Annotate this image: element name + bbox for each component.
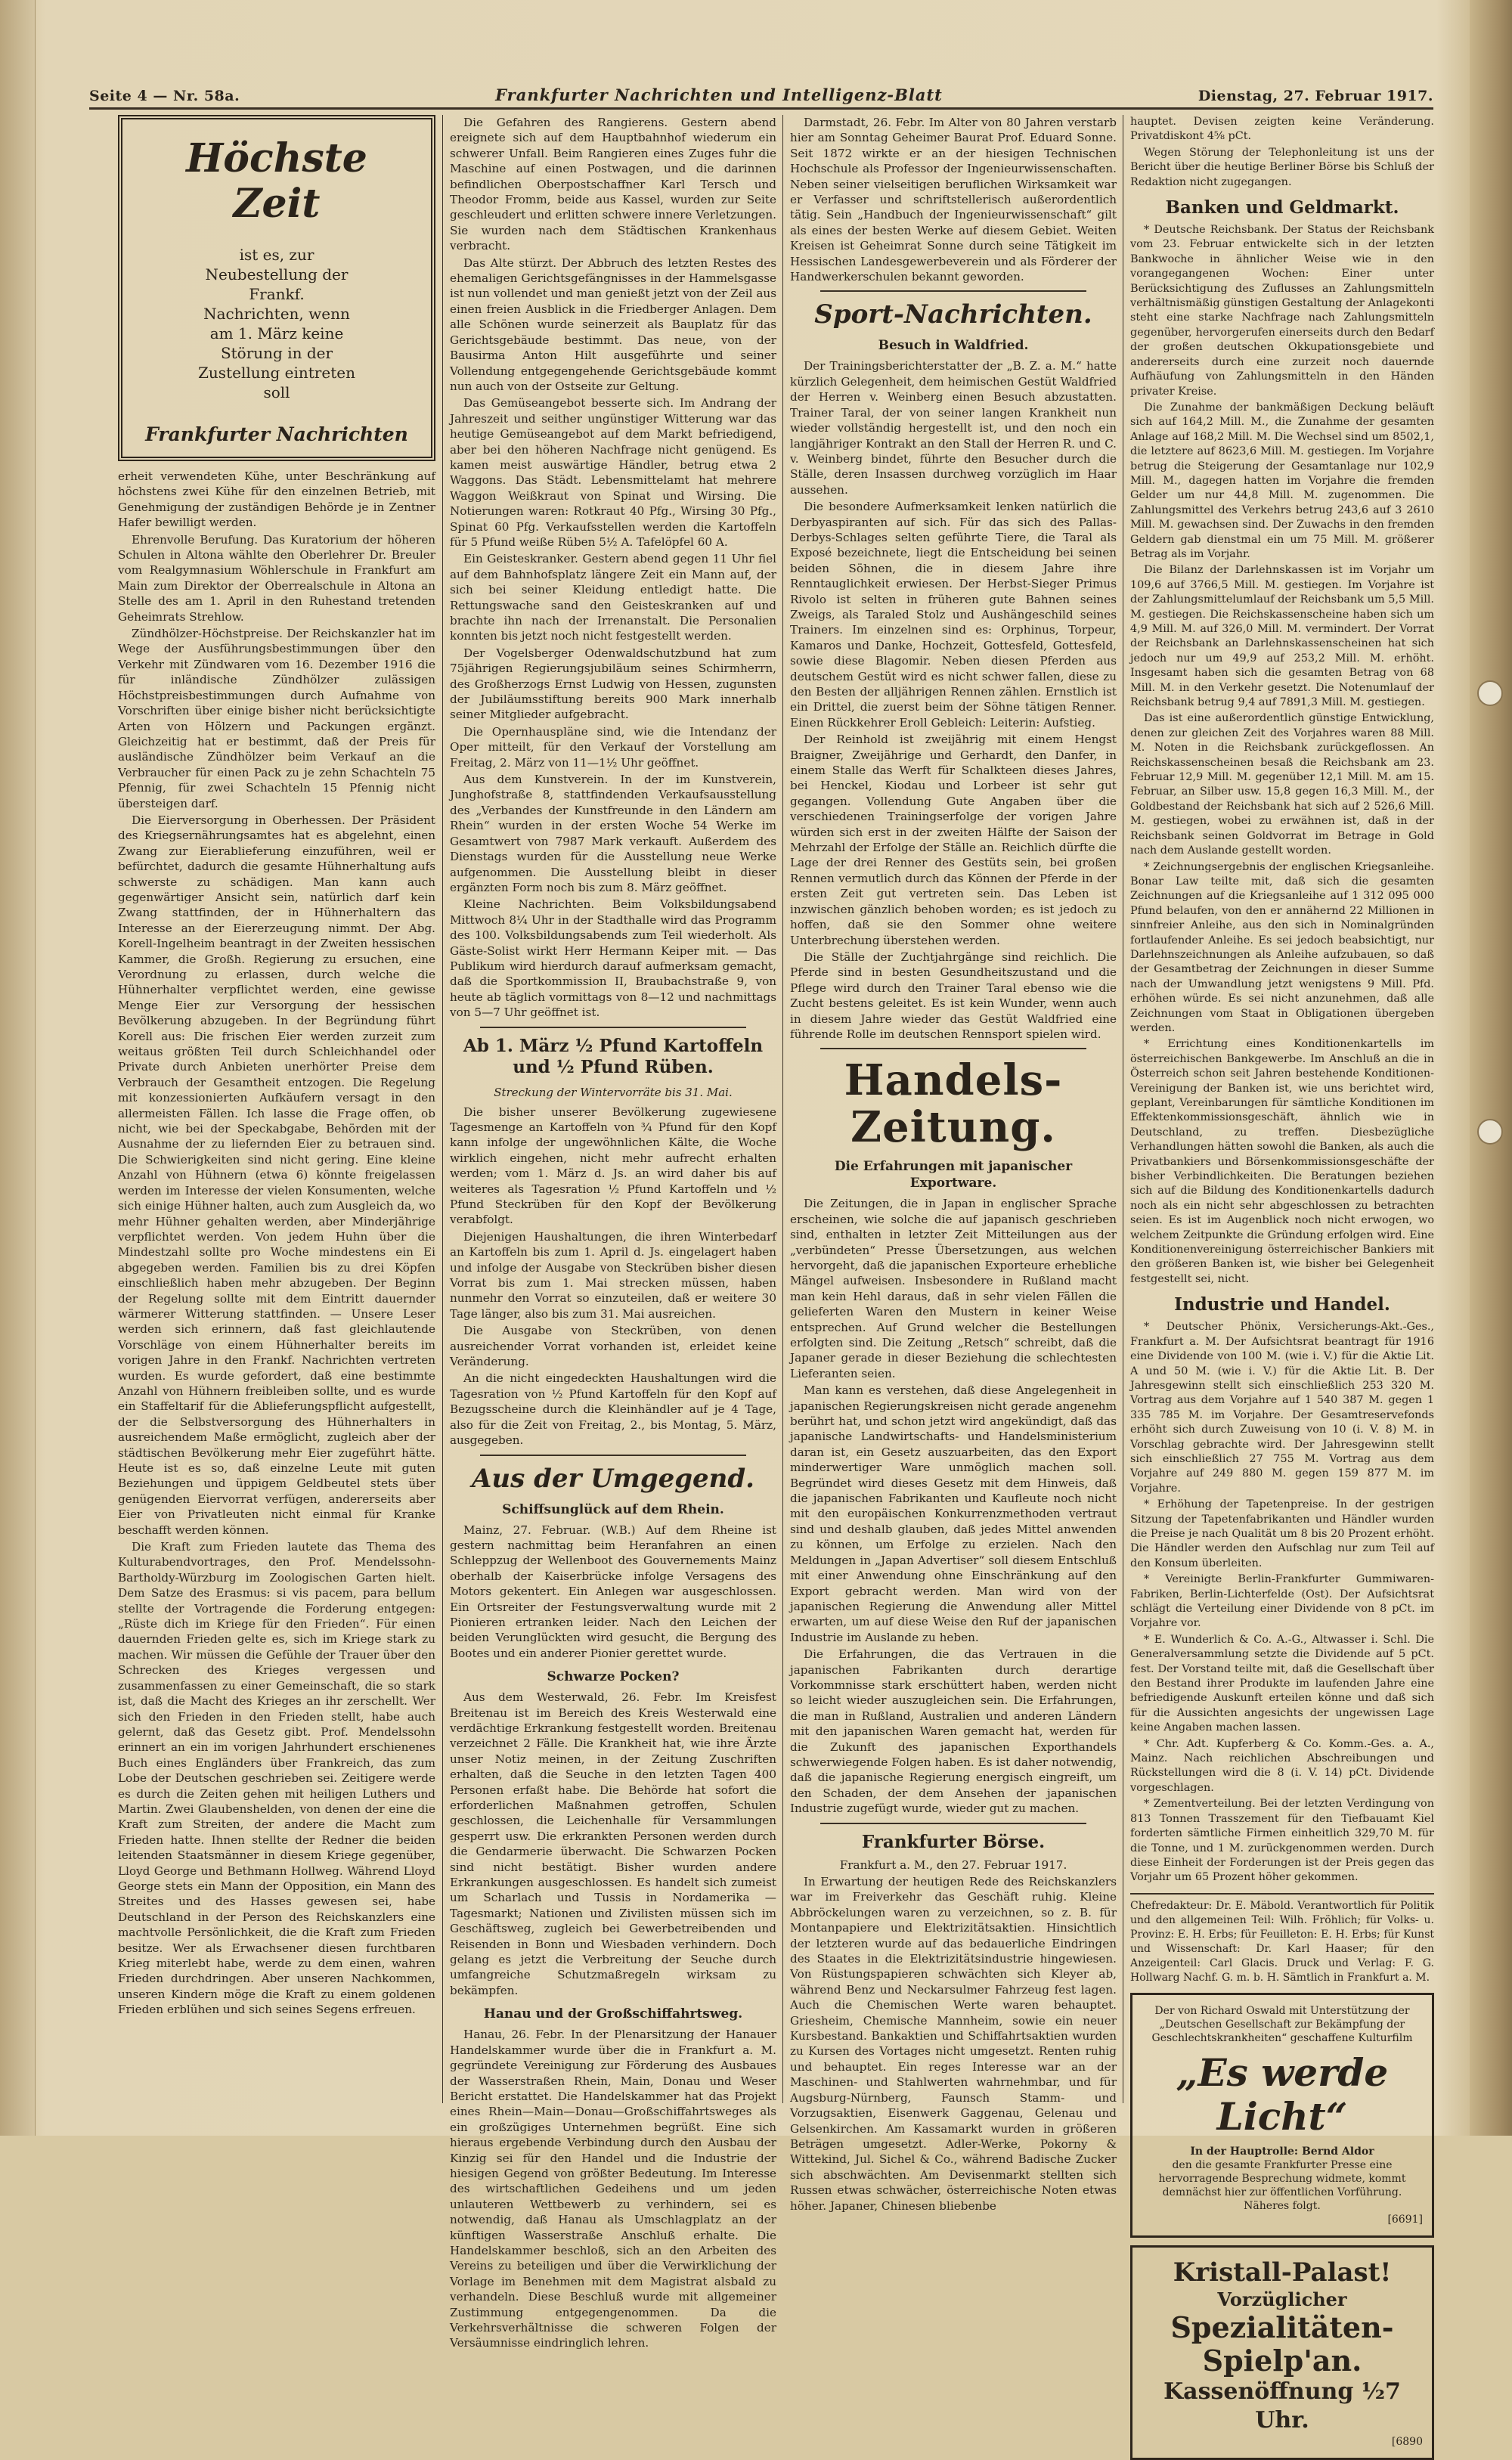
- ad-film-title: „Es werde Licht“: [1176, 2049, 1389, 2139]
- article-paragraph: Das Alte stürzt. Der Abbruch des letzten Restes des ehemaligen Gerichtsgefängnisses in der Hammelsgasse ist nun vollendet und man genießt jetzt von der Zeil aus einen freien Ausblick in die Friedberger Anlagen. Dem alle Schönen wurde seinerzeit als Bauplatz für das Gerichtsgebäude bestimmt. Das neue, von der Bausirma Anton Hilt ausgeführte und seiner Vollendung entgegengehende Gerichtsgebäude kommt nun auch von der Ostseite zur Geltung.: [450, 256, 776, 393]
- article-paragraph: hauptet. Devisen zeigten keine Veränderung. Privatdiskont 4⅝ pCt.: [1130, 116, 1434, 143]
- column-4: [1130, 115, 1434, 2448]
- page-edge: [1470, 0, 1512, 2136]
- notice-title: Höchste Zeit: [186, 135, 367, 227]
- article-paragraph: Der Reinhold ist zweijährig mit einem Hengst Braigner, Zweijährige und Gerhardt, den Danfer, in einem Stalle das Werft für Schalkteen dieses Jahres, bei Henckel, Kiodau und Lorbeer ist sehr gut gegangen. Vollendung Gute Angaben über die verschiedenen Trainingserfolge der vorigen Jahre würden sich erst in der zweiten Hälfte der Saison der Mehrzahl der Erfolge der Ställe an. Reichlich dürfte die Lage der drei Renner des Gestüts sein, bei großen Rennen vermutlich durch das Können der Pferde in der ersten Zeit gut vertreten sein. Das Leben ist inzwischen gänzlich behoben worden; es ist jedoch zu hoffen, daß sie den Sommer ohne weitere Unterbrechung überstehen werden.: [790, 733, 1117, 947]
- article-paragraph: * Chr. Adt. Kupferberg & Co. Komm.-Ges. a. A., Mainz. Nach reichlichen Abschreibungen und Rückstellungen wird die 8 (i. V. 14) pCt. Dividende vorgeschlagen.: [1130, 1737, 1434, 1794]
- subscription-notice: [118, 115, 435, 461]
- article-paragraph: * Zementverteilung. Bei der letzten Verdingung von 813 Tonnen Trasszement für den Tiefbauamt Kiel forderten sämtliche Firmen einheitlich 329,70 M. für die Tonne, und 1 M. zurückgenommen werden. Durch diese Einheit der Forderungen ist der Preis gegen das Vorjahr um 65 Prozent höher gekommen.: [1130, 1798, 1434, 1884]
- article-paragraph: Der Trainingsberichterstatter der „B. Z. a. M.“ hatte kürzlich Gelegenheit, dem heimischen Gestüt Waldfried der Herren v. Weinberg einen Besuch abzustatten. Trainer Taral, der von seiner langen Krankheit nun wieder vollständig hergestellt ist, und den noch ein langjähriger Kontrakt an den Stall der Herren R. und C. v. Weinberg bindet, führte den Besucher durch die Ställe, deren Insassen durchweg vorzüglich im Haar aussehen.: [790, 359, 1117, 497]
- article-paragraph: Die Zunahme der bankmäßigen Deckung beläuft sich auf 164,2 Mill. M., die Zunahme der gesamten Anlage auf 168,2 Mill. M. Die Wechsel sind um 8502,1, die letztere auf 8623,6 Mill. M. gestiegen. Im Vorjahre betrug die Steigerung der Gesamtanlage nur 102,9 Mill. M., dagegen hatten im Vorjahre die fremden Gelder um nur 44,8 Mill. M. zugenommen. Die Zahlungsmittel des Verkehrs betrug 243,6 auf 3 2610 Mill. M. gewachsen sind. Der Zuwachs in den fremden Geldern gab dienstmal ein um 75 Mill. M. größerer Betrag als im Vorjahr.: [1130, 401, 1434, 560]
- section-divider: [820, 290, 1086, 292]
- article-paragraph: * Erhöhung der Tapetenpreise. In der gestrigen Sitzung der Tapetenfabrikanten und Händler wurden die Preise je nach Qualität um 8 bis 20 Prozent erhöht. Die Händler werden den Aufschlag nur zum Teil auf den Konsum überleiten.: [1130, 1498, 1434, 1569]
- headline-smallpox: Schwarze Pocken?: [547, 1669, 680, 1685]
- ad-body: den die gesamte Frankfurter Presse eine hervorragende Besprechung widmete, kommt demnächst hier zur öffentlichen Vorführung. Näheres folgt.: [1158, 2158, 1406, 2212]
- article-paragraph: erheit verwendeten Kühe, unter Beschränkung auf höchstens zwei Kühe für den einzelnen Betrieb, mit Genehmigung der zuständigen Behörde je in Zentner Hafer bewilligt werden.: [118, 469, 435, 530]
- ad-code: [6890: [1391, 2435, 1423, 2448]
- article-paragraph: Das ist eine außerordentlich günstige Entwicklung, denen zur gleichen Zeit des Vorjahres waren 88 Mill. M. Noten in die Reichsbank zurückgeflossen. An Reichskassenscheinen besaß die Reichsbank am 23. Februar 12,9 Mill. M. gegenüber 12,1 Mill. M. am 15. Februar, an Silber usw. 15,8 gegen 16,3 Mill. M., der Goldbestand der Reichsbank hat sich auf 2 526,6 Mill. M. gestiegen, wobei zu erwähnen ist, daß in der Reichsbank seinen Goldvorrat im Betrage in Gold nach dem Auslande gestellt worden.: [1130, 712, 1434, 857]
- article-paragraph: * E. Wunderlich & Co. A.-G., Altwasser i. Schl. Die Generalversammlung setzte die Dividende auf 5 pCt. fest. Der Vorstand teilte mit, daß die Gesellschaft über den Bestand ihrer Produkte im laufenden Jahre eine befriedigende Auskunft erteilen könne und daß sich für die Aussichten angesichts der ungewissen Lage keine Angaben machen lassen.: [1130, 1633, 1434, 1734]
- imprint: Chefredakteur: Dr. E. Mäbold. Verantwortlich für Politik und den allgemeinen Teil: Wilh. Fröhlich; für Volks- u. Provinz: E. H. Erbs; für Feuilleton: E. H. Erbs; für Kunst und Wissenschaft: Dr. Karl Haaser; für den Anzeigenteil: Carl Glacis. Druck und Verlag: F. G. Hollwarg Nachf. G. m. b. H. Sämtlich in Frankfurt a. M.: [1130, 1893, 1434, 1985]
- masthead: [89, 79, 1433, 104]
- theater-advertisement: [1130, 2245, 1434, 2460]
- article-paragraph: Ein Geisteskranker. Gestern abend gegen 11 Uhr fiel auf dem Bahnhofsplatz längere Zeit ein Mann auf, der sich bei seiner Kleidung entledigt hatte. Die Rettungswache sand den Geisteskranken auf und brachte ihn nach der Irrenanstalt. Die Personalien konnten bis jetzt noch nicht festgestellt werden.: [450, 552, 776, 643]
- exchange-dateline: Frankfurt a. M., den 27. Februar 1917.: [839, 1857, 1067, 1872]
- article-paragraph: Aus dem Kunstverein. In der im Kunstverein, Junghofstraße 8, stattfindenden Verkaufsausstellung des „Verbandes der Kunstfreunde in den Ländern am Rhein“ wurden in der ersten Woche 54 Werke im Gesamtwert von 7987 Mark verkauft. Außerdem des Dienstags wurden für die Ausstellung neue Werke aufgenommen. Die Ausstellung bleibt in dieser ergänzten Form noch bis zum 8. März geöffnet.: [450, 773, 776, 894]
- ad-opening-time: Kassenöffnung ½7 Uhr.: [1163, 2378, 1401, 2434]
- subheadline-potatoes: Streckung der Wintervorräte bis 31. Mai.: [494, 1085, 733, 1099]
- article-paragraph: Die Eierversorgung in Oberhessen. Der Präsident des Kriegsernährungsamtes hat es abgelehnt, einen Zwang zur Eierablieferung einzuführen, weil er befürchtet, dadurch die gesamte Hühnerhaltung aufs schwerste zu schädigen. Man kann auch gegenwärtiger Ansicht sein, natürlich darf kein Zwang stattfinden, der in Hühnerhaltern das Interesse an der Eiererzeugung nimmt. Der Abg. Korell-Ingelheim beantragt in der Zweiten hessischen Kammer, die Großh. Regierung zu ersuchen, eine Verordnung zu erlassen, durch welche die Hühnerhalter verpflichtet werden, eine gewisse Menge Eier zur Versorgung der hessischen Bevölkerung abzugeben. In der Begründung führt Korell aus: Die frischen Eier werden zurzeit zum weitaus größten Teil durch Schleichhandel oder Private durch Anbieten unerhörter Preise dem Verbrauch der Gesamtheit entzogen. Die Regelung mit konzessionierten Aufkäufern versagt in den allermeisten Fällen. Ich lasse die Frage offen, ob nicht, wie bei der Speckabgabe, Behörden mit der Ausnahme der zu liefernden Eier zu betrauen sind. Die Schwierigkeiten sind nicht gering. Eine kleine Anzahl von Hühnern (etwa 6) könnte freigelassen werden im Interesse der vielen Konsumenten, welche sich einige Hühner halten, auch zum Ausgleich da, wo mehr Hühner gehalten werden, aber Minderjährige verpflichtet werden. Von jedem Huhn über die Mindestzahl sollte pro Woche mindestens ein Ei abgegeben werden. Familien bis zu drei Köpfen einschließlich haben mehr abzugeben. Der Beginn der Regelung sollte mit dem Eintritt dauernder wärmerer Witterung stattfinden. — Unsere Leser werden sich erinnern, daß fast gleichlautende Vorschläge von einem Hühnerhalter bereits im vorigen Jahre in den Frankf. Nachrichten vertreten wurden. Es wurde gefordert, daß eine bestimmte Anzahl von Hühnern freibleiben sollte, und es wurde ein Staffeltarif für die Ablieferungspflicht aufgestellt, der die Selbstversorgung des Hühnerhalters in ausreichendem Maße ermöglicht, zugleich aber der städtischen Bevölkerung mehr Eier zugeführt hätte. Heute ist es so, daß einzelne Leute mit guten Beziehungen und üppigem Geldbeutel stets über genügenden Eiervorrat verfügen, andererseits aber Eier von Privatleuten nicht einmal für Kranke beschafft werden können.: [118, 813, 435, 1537]
- article-paragraph: * Vereinigte Berlin-Frankfurter Gummiwaren-Fabriken, Berlin-Lichterfelde (Ost). Der Aufsichtsrat schlägt die Verteilung einer Dividende von 8 pCt. im Vorjahre vor.: [1130, 1573, 1434, 1630]
- column-3: [790, 115, 1117, 2213]
- column-rule: [442, 115, 443, 2103]
- article-paragraph: * Deutscher Phönix, Versicherungs-Akt.-Ges., Frankfurt a. M. Der Aufsichtsrat beantragt für 1916 eine Dividende von 100 M. (wie i. V.) für die Aktie Lit. A und 50 M. (wie i. V.) für die Aktie Lit. B. Der Jahresgewinn stellt sich einschließlich 253 320 M. Vortrag aus dem Vorjahre auf 1 540 387 M. gegen 1 335 785 M. im Vorjahre. Der Gesamtreservefonds erhöht sich durch Zuweisung von 10 (i. V. 8) M. in Vorschlag gebrachte wird. Der Jahresgewinn stellt sich einschließlich 27 755 M. Vortrag aus dem Vorjahre auf 249 880 M. gegen 159 877 M. im Vorjahre.: [1130, 1321, 1434, 1495]
- section-title-region: Aus der Umgegend.: [472, 1463, 754, 1494]
- notice-signature: Frankfurter Nachrichten: [145, 423, 408, 445]
- article-paragraph: Zündhölzer-Höchstpreise. Der Reichskanzler hat im Wege der Ausführungsbestimmungen über den Verkehr mit Zündwaren vom 16. Dezember 1916 die für inländische Zündhölzer zulässigen Höchstpreisbestimmungen durch Aufnahme von Vorschriften über einige bisher nicht berücksichtigte Arten von Hölzern und Packungen ergänzt. Gleichzeitig hat er bestimmt, daß der Preis für ausländische Zündhölzer beim Verkauf an die Verbraucher für einen Pack zu je zehn Schachteln 75 Pfennig, für zwei Schachteln 15 Pfennig nicht übersteigen darf.: [118, 627, 435, 810]
- binding-hole: [1477, 680, 1503, 706]
- article-paragraph: * Zeichnungsergebnis der englischen Kriegsanleihe. Bonar Law teilte mit, daß sich die gesamten Zeichnungen auf die Kriegsanleihe auf 1 312 095 000 Pfund belaufen, von den er annähernd 22 Millionen in sinnfreier Anleihe, aus den sich in Nominalgründen fortlaufender Anleihe. Es sei jedoch beabsichtigt, nur Darlehnszeichnungen als Anleihe aufzubauen, so daß der Gesamtbetrag der Zeichnungen in dieser Summe nach der Umwandlung jetzt wenigstens 9 Mill. Pfd. erhöhen würde. Es sei nicht anzunehmen, daß alle Zeichnungen vom Staat in Obligationen übergeben werden.: [1130, 860, 1434, 1034]
- section-title-sport: Sport-Nachrichten.: [814, 299, 1092, 330]
- ad-lead-role: In der Hauptrolle: Bernd Aldor: [1190, 2145, 1374, 2158]
- article-paragraph: Die bisher unserer Bevölkerung zugewiesene Tagesmenge an Kartoffeln von ¾ Pfund für den Kopf kann infolge der ungewöhnlichen Kälte, die Woche wirklich eingehen, nicht mehr aufrecht erhalten werden; vom 1. März d. Js. an wird daher bis auf weiteres als Tagesration ½ Pfund Kartoffeln und ½ Pfund Steckrüben für den Kopf der Bevölkerung verabfolgt.: [450, 1105, 776, 1227]
- binding-spine: [0, 0, 36, 2136]
- article-paragraph: Die Erfahrungen, die das Vertrauen in die japanischen Fabrikanten durch derartige Vorkommnisse stark erschüttert haben, werden nicht so leicht wieder auszugleichen sein. Die Erfahrungen, die man in Rußland, Australien und anderen Ländern mit den japanischen Waren gemacht hat, werden für die Zukunft des japanischen Exporthandels schwerwiegende Folgen haben. Es ist daher notwendig, daß die japanische Regierung energisch eingreift, um den Schaden, der dem Ansehen der japanischen Industrie zugefügt wurde, wieder gut zu machen.: [790, 1647, 1117, 1816]
- headline-stock-exchange: Frankfurter Börse.: [861, 1831, 1046, 1852]
- article-paragraph: Das Gemüseangebot besserte sich. Im Andrang der Jahreszeit und seither ungünstiger Witterung war das heutige Gemüseangebot auf dem Markt befriedigend, aber bei den höheren Nachfrage nicht genügend. Es kamen meist auswärtige Händler, betrug etwa 2 Waggons. Das Städt. Lebensmittelamt hat mehrere Waggon Weißkraut von Spinat und Wirsing. Die Notierungen waren: Rotkraut 40 Pfg., Wirsing 30 Pfg., Spinat 60 Pfg. Verkaufsstellen werden die Kartoffeln für 5 Pfund weiße Rüben 5½ A. Tafelöpfel 60 A.: [450, 396, 776, 549]
- headline-waldfried: Besuch in Waldfried.: [878, 338, 1029, 354]
- article-paragraph: Darmstadt, 26. Febr. Im Alter von 80 Jahren verstarb hier am Sonntag Geheimer Baurat Prof. Eduard Sonne. Seit 1872 wirkte er an der hiesigen Technischen Hochschule als Professor der Ingenieurwissenschaften. Neben seiner vielseitigen beruflichen Wirksamkeit war er Verfasser und schriftstellerisch außerordentlich tätig. Sein „Handbuch der Ingenieurwissenschaft“ gilt als eines der besten Werke auf diesem Gebiet. Weiten Kreisen ist Geheimrat Sonne durch seine Tätigkeit im Hessischen Landesgewerbeverein und als Förderer der Handwerkerschulen bekannt geworden.: [790, 116, 1117, 284]
- ad-intro: Der von Richard Oswald mit Unterstützung der „Deutschen Gesellschaft zur Bekämpfung der Geschlechtskrankheiten“ geschaffene Kulturfilm: [1151, 2004, 1413, 2044]
- headline-japan-export: Die Erfahrungen mit japanischer Exportware.: [834, 1159, 1073, 1191]
- ad-venue: Kristall-Palast!: [1173, 2257, 1392, 2288]
- article-paragraph: Die Opernhauspläne sind, wie die Intendanz der Oper mitteilt, für den Verkauf der Vorstellung am Freitag, 2. März von 11—1½ Uhr geöffnet.: [450, 724, 776, 770]
- headline-rhine-accident: Schiffsunglück auf dem Rhein.: [502, 1501, 724, 1517]
- article-paragraph: In Erwartung der heutigen Rede des Reichskanzlers war im Freiverkehr das Geschäft ruhig. Kleine Abbröckelungen waren zu verzeichnen, so z. B. für Montanpapiere und Elektrizitätsaktien. Hinsichtlich der letzteren wurde auf das bedauerliche Eindringen des Staates in die Elektrizitätsindustrie hingewiesen. Von Rüstungspapieren schwächten sich Kleyer ab, während Benz und Neckarsulmer Fahrzeug fest lagen. Auch die Chemischen Werte waren behauptet. Griesheim, Chemische Mannheim, sowie ein neuer Kursbestand. Bankaktien und Schiffahrtsaktien wurden zu Kursen des Vortages nicht umgesetzt. Renten ruhig und behauptet. Ein reges Interesse war an der Maschinen- und Stahlwerten wahrnehmbar, und für Augsburg-Nürnberg, Faunsch Stamm- und Vorzugsaktien, Eisenwerk Gaggenau, Gelenau und Gelsenkirchen. Am Kassamarkt wurden in größeren Beträgen umgesetzt. Adler-Werke, Pokorny & Wittekind, Jul. Sichel & Co., während Badische Zucker sich abschwächten. Am Devisenmarkt stellten sich Russen etwas schwächer, österreichische Noten etwas höher. Japaner, Chinesen bliebenbe: [790, 1875, 1117, 2213]
- headline-hanau: Hanau und der Großschiffahrtsweg.: [483, 2006, 743, 2022]
- article-paragraph: * Errichtung eines Konditionenkartells im österreichischen Bankgewerbe. Im Anschluß an die in Österreich schon seit Jahren bestehende Konditionen-Vereinigung der Banken ist, wie uns berichtet wird, geplant, Vereinbarungen für sämtliche Konditionen im Effektenkommissionsgeschäft, ähnlich wie in Deutschland, zu treffen. Diesbezügliche Verhandlungen hätten sowohl die Banken, als auch die Privatbankiers und Börsenkommissionsgeschäfte der bisher Verbindlichkeiten. Die Beratungen beziehen sich auf die Bildung des Konditionenkartells dadurch noch als ein nicht sehr abgeschlossen zu betrachten seien. Es ist im Augenblick noch nicht erwogen, wo welchem Zeitpunkte die Gründung erfolgen wird. Eine Konditionenvereinigung österreichischer Bankiers mit den größeren Banken ist, wie bisher bei Gelegenheit festgestellt sei, nicht.: [1130, 1038, 1434, 1285]
- ad-code: [6691]: [1387, 2213, 1423, 2226]
- section-divider: [480, 1027, 746, 1028]
- article-paragraph: An die nicht eingedeckten Haushaltungen wird die Tagesration von ½ Pfund Kartoffeln für den Kopf auf Bezugsscheine durch die Kleinhändler auf je 4 Tage, also für die Zeit von Freitag, 2., bis Montag, 5. März, ausgegeben.: [450, 1371, 776, 1448]
- article-paragraph: Mainz, 27. Februar. (W.B.) Auf dem Rheine ist gestern nachmittag beim Heranfahren an einen Schleppzug der Wellenboot des Gouvernements Mainz oberhalb der Kaiserbrücke infolge Versagens des Motors gekentert. Ein Anlegen war ausgeschlossen. Ein Ortsreiter der Festungsverwaltung wurde mit 2 Pionieren ertranken leider. Nach den Leichen der beiden Verunglückten wird gesucht, die Bergung des Bootes und ein anderer Pionier gerettet wurde.: [450, 1523, 776, 1660]
- article-paragraph: Die Bilanz der Darlehnskassen ist im Vorjahr um 109,6 auf 3766,5 Mill. M. gestiegen. Im Vorjahre ist der Zahlungsmittelumlauf der Reichsbank um 5,5 Mill. M. gestiegen. Die Reichskassenscheine haben sich um 4,9 Mill. M. auf 326,0 Mill. M. vermindert. Der Vorrat der Reichsbank an Darlehnskassenscheinen hat sich jedoch nur um 49,9 auf 253,2 Mill. M. erhöht. Insgesamt haben sich die gesamten Betrag von 68 Mill. M. in den Verkehr gesetzt. Die Notenumlauf der Reichsbank betrug 9,4 auf 7891,3 Mill. M. gestiegen.: [1130, 564, 1434, 709]
- headline-industry: Industrie und Handel.: [1174, 1294, 1390, 1315]
- masthead-rule: [89, 107, 1433, 110]
- article-paragraph: Die besondere Aufmerksamkeit lenken natürlich die Derbyaspiranten auf sich. Für das sich des Pallas-Derbys-Schlages selten geführte Tiere, die Taral als Exposé bezeichnete, liegt die Entscheidung bei seinen beiden Söhnen, die in diesem Jahre ihre Renntauglichkeit erwiesen. Der Herbst-Sieger Primus Rivolo ist selten in früheren gute Bahnen seines Zweigs, als Taraled Stolz und Aushängeschild seines Trainers. Im einzelnen sind es: Orphinus, Torpeur, Kamaros und Danke, Hochzeit, Gottesfeld, Gottesfeld, sowie diese Blagomir. Neben diesen Pferden aus deutschem Gestüt wird es nicht schwer fallen, diese zu den Besten der alljährigen Rennen zählen. Ernstlich ist ein Drittel, die zuerst beim der Söhne tätigen Renner. Einen Rückkehrer Eroll Gebleich: Leiterin: Aufstieg.: [790, 500, 1117, 730]
- ad-program: Spezialitäten-Spielp'an.: [1170, 2310, 1394, 2378]
- article-paragraph: Der Vogelsberger Odenwaldschutzbund hat zum 75jährigen Regierungsjubiläum seines Schirmherrn, des Großherzogs Ernst Ludwig von Hessen, zugunsten der Jubiläumsstiftung bereits 900 Mark innerhalb seiner Mitglieder aufgebracht.: [450, 646, 776, 722]
- page-number: Seite 4 — Nr. 58a.: [89, 88, 240, 104]
- issue-date: Dienstag, 27. Februar 1917.: [1198, 88, 1433, 104]
- notice-text: ist es, zur Neubestellung der Frankf. Nachrichten, wenn am 1. März keine Störung in der Zustellung eintreten soll: [198, 246, 355, 401]
- article-paragraph: Die Ställe der Zuchtjahrgänge sind reichlich. Die Pferde sind in besten Gesundheitszustand und die Pflege wird durch den Trainer Taral ebenso wie die Zucht bestens geleitet. Es ist kein Wunder, wenn auch in diesem Jahre wieder das Gestüt Waldfried eine führende Rolle im deutschen Rennsport spielen wird.: [790, 950, 1117, 1041]
- newspaper-title: Frankfurter Nachrichten und Intelligenz-Blatt: [495, 85, 943, 104]
- article-paragraph: Hanau, 26. Febr. In der Plenarsitzung der Hanauer Handelskammer wurde über die in Frankfurt a. M. gegründete Vereinigung zur Förderung des Ausbaues der Wasserstraßen Rhein, Main, Donau und Weser Bericht erstattet. Die Handelskammer hat das Projekt eines Rhein—Main—Donau—Großschiffahrtsweges als ein großzügiges Unternehmen begrüßt. Eine sich hieraus ergebende Verbindung durch den Ausbau der Kinzig sei für den Handel und die Industrie der hiesigen Gegend von größter Bedeutung. Im Interesse des wirtschaftlichen Gedeihens und um jeden unlauteren Wettbewerb zu verhindern, sei es notwendig, daß Hanau als Umschlagplatz an der künftigen Wasserstraße Anschluß erhalte. Die Handelskammer beschloß, sich an den Arbeiten des Vereins zu beteiligen und über die Verwirklichung der Vorlage im Benehmen mit dem Magistrat alsbald zu verhandeln. Diese Beschluß wurde mit allgemeiner Zustimmung entgegengenommen. Da die Verkehrsverhältnisse die schweren Folgen der Versäumnisse eindringlich lehren.: [450, 2028, 776, 2350]
- film-advertisement: [1130, 1993, 1434, 2238]
- column-1: [118, 115, 435, 2107]
- article-paragraph: Die Kraft zum Frieden lautete das Thema des Kulturabendvortrages, den Prof. Mendelssohn-Bartholdy-Würzburg im Zoologischen Garten hielt. Dem Satze des Erasmus: si vis pacem, para bellum stellte der Vortragende die Forderung entgegen: „Rüste dich im Kriege für den Frieden“. Für einen dauernden Frieden gelte es, sich im Kriege stark zu machen. Wir müssen die Gefühle der Trauer über den Schrecken des Krieges vergessen und zusammenfassen zu einer Gemeinschaft, die so stark ist, daß die Macht des Krieges an ihr zerschellt. Wer sich den Frieden in den Frieden stellt, habe auch gelernt, daß das Gesetz gibt. Prof. Mendelssohn erinnert an ein im vorigen Jahrhundert erschienenes Buch eines Engländers über Frankreich, das zum Lobe der Deutschen geschrieben sei. Zeitigere werde es durch die Zeiten gehen mit heiligen Luthers und Martin. Zwei Glaubenshelden, von denen der eine die Kraft zum Streiten, der andere die Macht zum Frieden hatte. Ihnen stellte der Redner die beiden leitenden Staatsmänner in diesem Kriege gegenüber, Lloyd George und Bethmann Hollweg. Während Lloyd George stets ein Mann der Opposition, ein Mann des Streites und des Hasses gewesen sei, habe Deutschland in der Person des Reichskanzlers eine machtvolle Persönlichkeit, die die Kraft zum Frieden besitze. Wer als Erwachsener diesen furchtbaren Krieg miterlebt habe, werde zu dem einen, wahren Frieden durchdringen. Aber unseren Nachkommen, unseren Kindern möge die Kraft zu einem goldenen Frieden erblühen und sich seines Segens erfreuen.: [118, 1540, 435, 2017]
- section-divider: [820, 1048, 1086, 1049]
- article-paragraph: Kleine Nachrichten. Beim Volksbildungsabend Mittwoch 8¼ Uhr in der Stadthalle wird das Programm des 100. Volksbildungsabends zum Teil wiederholt. Als Gäste-Solist wirkt Herr Hermann Keiper mit. — Das Publikum wird hierdurch darauf aufmerksam gemacht, daß die Sportkommission II, Braubachstraße 9, von heute ab täglich vormittags von 8—12 und nachmittags von 5—7 Uhr geöffnet ist.: [450, 897, 776, 1020]
- section-divider: [480, 1455, 746, 1456]
- column-rule: [782, 115, 783, 2103]
- ad-tagline: Vorzüglicher: [1217, 2288, 1347, 2310]
- column-2: [450, 115, 776, 2350]
- headline-banking: Banken und Geldmarkt.: [1165, 197, 1399, 218]
- article-paragraph: * Deutsche Reichsbank. Der Status der Reichsbank vom 23. Februar entwickelte sich in der letzten Bankwoche in ähnlicher Weise wie in den vorangegangenen Wochen: Einer unter Berücksichtigung des Zuflusses an Zahlungsmitteln verhältnismäßig günstigen Gestaltung der Anlagekonti steht eine starke Nachfrage nach Zahlungsmitteln gegenüber, hervorgerufen einerseits durch den Bedarf der großen deutschen Okkupationsgebiete und andererseits durch eine zurzeit noch dauernde Aufhäufung von Zahlungsmitteln in den Händen privater Kreise.: [1130, 224, 1434, 398]
- headline-potatoes: Ab 1. März ½ Pfund Kartoffeln und ½ Pfund Rüben.: [463, 1035, 764, 1077]
- article-paragraph: Ehrenvolle Berufung. Das Kuratorium der höheren Schulen in Altona wählte den Oberlehrer Dr. Breuler vom Realgymnasium Wöhlerschule in Frankfurt am Main zum Direktor der Oberrealschule in Altona an Stelle des am 1. April in den Ruhestand tretenden Geheimrats Strehlow.: [118, 532, 435, 624]
- article-paragraph: Man kann es verstehen, daß diese Angelegenheit in japanischen Regierungskreisen nicht gerade angenehm berührt hat, und schon jetzt wird angekündigt, daß das japanische Landwirtschafts- und Handelsministerium daran ist, ein Gesetz auszuarbeiten, das den Export minderwertiger Ware unmöglich machen soll. Begründet wird dieses Gesetz mit dem Hinweis, daß die japanischen Fabrikanten und Kaufleute noch nicht mit den europäischen Konkurrenzmethoden vertraut sind und deshalb glauben, daß jedes Mittel anwenden zu können, um Erfolge zu erzielen. Nach den Meldungen in „Japan Advertiser“ soll diesem Entschluß mit einer Anwendung ohne Einschränkung auf den Export gebracht werden. Man wird von der japanischen Regierung die Anwendung aller Mittel erwarten, um auf diese Weise den Ruf der japanischen Industrie im Auslande zu heben.: [790, 1383, 1117, 1644]
- binding-hole: [1477, 1119, 1503, 1145]
- article-paragraph: Die Gefahren des Rangierens. Gestern abend ereignete sich auf dem Hauptbahnhof wiederum ein schwerer Unfall. Beim Rangieren eines Zuges fuhr die Maschine auf einen Postwagen, und die darinnen befindlichen Oberpostschaffner Karl Tersch und Theodor Fromm, beide aus Kassel, wurden zur Seite geschleudert und erlitten schwere innere Verletzungen. Sie wurden nach dem Städtischen Krankenhaus verbracht.: [450, 116, 776, 253]
- article-paragraph: Die Ausgabe von Steckrüben, von denen ausreichender Vorrat vorhanden ist, erleidet keine Veränderung.: [450, 1324, 776, 1369]
- article-paragraph: Die Zeitungen, die in Japan in englischer Sprache erscheinen, wie solche die auf japanisch geschrieben sind, enthalten in letzter Zeit Mitteilungen aus der „verbündeten“ Presse Übersetzungen, aus welchen hervorgeht, daß die japanischen Exporteure erhebliche Mängel aufweisen. Insbesondere in Rußland macht man kein Hehl daraus, daß in sehr vielen Fällen die gelieferten Waren den Mustern in keiner Weise entsprechen. Auf Grund welcher die Bestellungen erfolgten sind. Die Zeitung „Retsch“ schreibt, daß die Japaner gerade in dieser Beziehung die schlechtesten Lieferanten seien.: [790, 1197, 1117, 1380]
- section-title-commerce: Handels-Zeitung.: [844, 1055, 1063, 1153]
- article-paragraph: Aus dem Westerwald, 26. Febr. Im Kreisfest Breitenau ist im Bereich des Kreis Westerwald eine verdächtige Erkrankung festgestellt worden. Breitenau verzeichnet 2 Fälle. Die Krankheit hat, wie ihre Ärzte unser Notiz meinen, in der Zeitung Zuschriften erhalten, daß die Seuche in den letzten Tagen 400 Personen erfaßt habe. Die Behörde hat sofort die erforderlichen Maßnahmen getroffen, Schulen geschlossen, die Leichenhalle für Versammlungen gesperrt usw. Die erkrankten Personen werden durch die Gendarmerie überwacht. Die Schwarzen Pocken sind nicht bestätigt. Bisher wurden andere Erkrankungen ausgeschlossen. Es handelt sich zumeist um Scharlach und Tussis in Nordamerika — Tagesmarkt; Nationen und Zivilisten müssen sich im Geschäftsweg, zugleich bei Gewerbetreibenden und Reisenden in Bonn und Wiesbaden verhindern. Doch gelang es jetzt die Verbreitung der Seuche durch umfangreiche Schutzmaßregeln wirksam zu bekämpfen.: [450, 1690, 776, 1997]
- article-paragraph: Diejenigen Haushaltungen, die ihren Winterbedarf an Kartoffeln bis zum 1. April d. Js. eingelagert haben und infolge der Ausgabe von Steckrüben bisher diesen Vorrat bis zum 1. Mai strecken müssen, haben nunmehr den Vorrat so einzuteilen, daß er weitere 30 Tage länger, also bis zum 31. Mai ausreichen.: [450, 1229, 776, 1321]
- article-paragraph: Wegen Störung der Telephonleitung ist uns der Bericht über die heutige Berliner Börse bis Schluß der Redaktion nicht zugegangen.: [1130, 146, 1434, 188]
- section-divider: [820, 1823, 1086, 1824]
